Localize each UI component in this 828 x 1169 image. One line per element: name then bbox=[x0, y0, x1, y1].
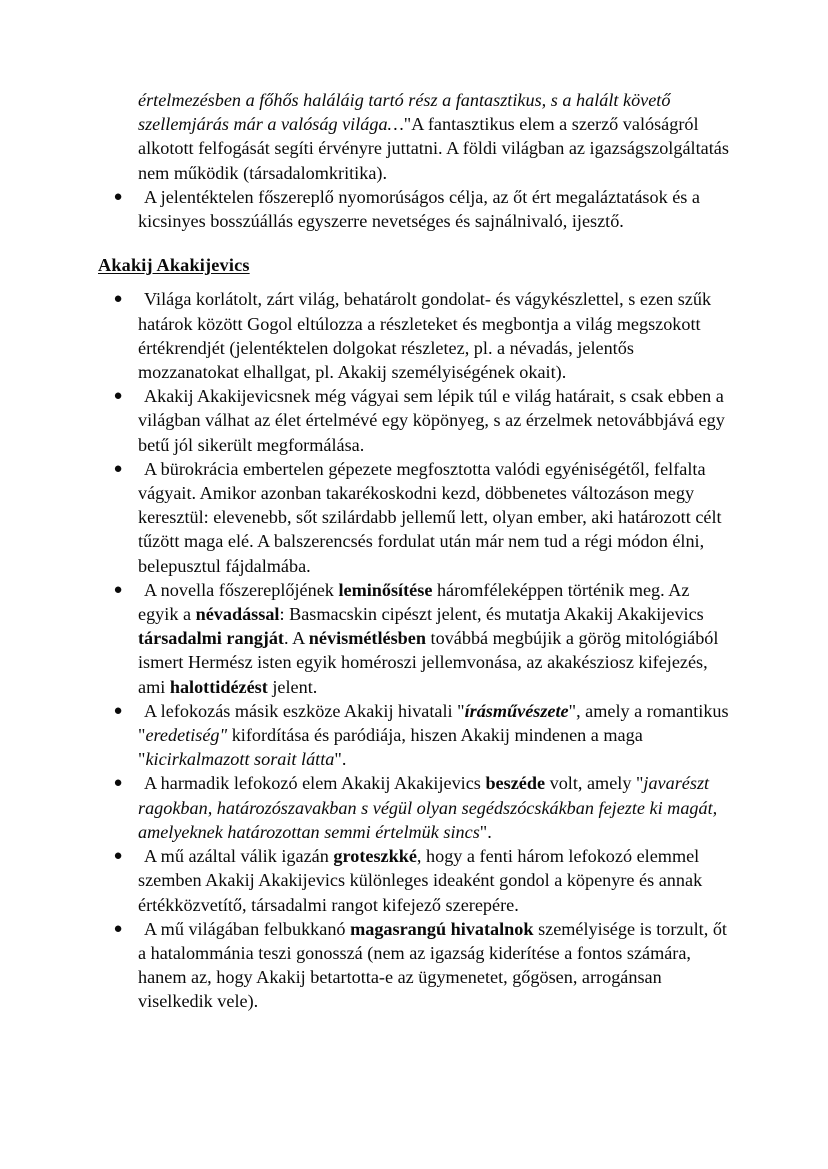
bullet-icon: ● bbox=[113, 388, 123, 405]
list-item-text bbox=[138, 771, 732, 844]
list-item bbox=[113, 457, 732, 578]
list-item-text bbox=[138, 578, 732, 699]
text-run: A mű azáltal válik igazán bbox=[144, 846, 334, 867]
bullet-icon: ● bbox=[113, 702, 123, 719]
list-item-text bbox=[138, 287, 732, 384]
text-run: magasrangú hivatalnok bbox=[350, 918, 534, 939]
text-run: személyisége is torzult, őt a hatalommánia teszi gonosszá (nem az igazság kiderítése a fontos számára, hanem az, hogy Akakij betartotta-e az ügymenetet, gőgösen, arrogánsan viselkedik vele). bbox=[138, 918, 727, 1012]
text-run: groteszkké bbox=[333, 846, 417, 867]
bullet-icon: ● bbox=[113, 848, 123, 865]
list-item bbox=[113, 578, 732, 699]
text-run: írásművészete bbox=[464, 700, 569, 721]
text-run: jelent. bbox=[267, 676, 318, 697]
list-item-text: A jelentéktelen főszereplő nyomorúságos célja, az őt ért megaláztatások és a kicsinyes bosszúállás egyszerre nevetséges és sajnálnivaló, ijesztő. bbox=[138, 186, 701, 232]
intro-bullet-list bbox=[98, 185, 732, 233]
text-run: ", amely a romantikus " bbox=[138, 700, 729, 746]
text-run: javarészt ragokban, határozószavakban s végül olyan segédszócskákban fejezte ki magát, amelyeknek határozottan semmi értelmük sincs bbox=[138, 773, 718, 842]
list-item-text bbox=[138, 917, 732, 1014]
list-item-text bbox=[138, 699, 732, 772]
list-item-text bbox=[138, 384, 732, 457]
text-run: , hogy a fenti három lefokozó elemmel szemben Akakij Akakijevics különleges ideaként gondol a köpenyre és annak értékközvetítő, társadalmi rangot kifejező szerepére. bbox=[138, 846, 703, 915]
list-item bbox=[113, 384, 732, 457]
text-run: A harmadik lefokozó elem Akakij Akakijevics bbox=[144, 773, 486, 794]
text-run: eredetiség" bbox=[145, 725, 228, 746]
text-run: névismétlésben bbox=[308, 628, 426, 649]
list-item bbox=[113, 844, 732, 917]
list-item-text bbox=[138, 844, 732, 917]
text-run: volt, amely " bbox=[545, 773, 644, 794]
page-title: Akakij Akakijevics bbox=[98, 255, 250, 276]
bullet-icon: ● bbox=[113, 188, 123, 205]
bullet-icon: ● bbox=[113, 581, 123, 598]
list-item bbox=[113, 917, 732, 1014]
text-run: társadalmi rangját bbox=[138, 628, 284, 649]
bullet-icon: ● bbox=[113, 291, 123, 308]
list-item bbox=[113, 287, 732, 384]
list-item bbox=[113, 699, 732, 772]
text-run: . A bbox=[284, 628, 309, 649]
text-run: beszéde bbox=[485, 773, 546, 794]
text-run: kifordítása és paródiája, hiszen Akakij mindenen a maga " bbox=[138, 725, 643, 770]
text-run: A mű világában felbukkanó bbox=[144, 918, 351, 939]
text-run: halottidézést bbox=[169, 676, 268, 697]
text-run: Világa korlátolt, zárt világ, behatárolt gondolat- és vágykészlettel, s ezen szűk határok között Gogol eltúlozza a részleteket és megbontja a világ megszokott értékrendjét (jelentéktelen dolgokat részletez, pl. a névadás, jelentős mozzanatokat elhallgat, pl. Akakij személyiségének okait). bbox=[138, 289, 712, 383]
text-run: továbbá megbújik a görög mitológiából ismert Hermész isten egyik homéroszi jellemvonása, az akakésziosz kifejezés, ami bbox=[138, 628, 719, 697]
intro-italic-lead: értelmezésben a főhős haláláig tartó rész a fantasztikus, s a halált követő szellemjárás már a valóság világa… bbox=[138, 90, 671, 135]
intro-paragraph bbox=[138, 88, 732, 185]
text-run: ". bbox=[479, 821, 492, 842]
intro-rest-text: A fantasztikus elem a szerző valóságról alkotott felfogását segíti érvényre juttatni. A földi világban az igazságszolgáltatás nem működik (társadalomkritika). bbox=[138, 114, 729, 183]
document-content bbox=[98, 88, 732, 1014]
text-run: ". bbox=[334, 749, 347, 770]
list-item bbox=[113, 771, 732, 844]
bullet-icon: ● bbox=[113, 920, 123, 937]
intro-closing-quote: " bbox=[403, 114, 412, 135]
text-run: A novella főszereplőjének bbox=[144, 579, 339, 600]
text-run: A lefokozás másik eszköze Akakij hivatali " bbox=[144, 700, 465, 721]
text-run: A bürokrácia embertelen gépezete megfosztotta valódi egyéniségétől, felfalta vágyait. Amikor azonban takarékoskodni kezd, döbbenetes változáson megy keresztül: elevenebb, sőt szilárdabb jellemű lett, olyan ember, aki határozott célt tűzött maga elé. A balszerencsés fordulat után már nem tud a régi módon élni, belepusztul fájdalmába. bbox=[138, 458, 722, 576]
text-run: kicirkalmazott sorait látta bbox=[145, 749, 335, 770]
list-item bbox=[113, 185, 732, 233]
bullet-icon: ● bbox=[113, 460, 123, 477]
text-run: háromféleképpen történik meg. Az egyik a bbox=[138, 579, 690, 625]
text-run: névadással bbox=[195, 604, 280, 625]
list-item-text bbox=[138, 457, 732, 578]
bullet-icon: ● bbox=[113, 775, 123, 792]
text-run: leminősítése bbox=[338, 579, 433, 600]
main-bullet-list bbox=[98, 287, 732, 1013]
text-run: Akakij Akakijevicsnek még vágyai sem lépik túl e világ határait, s csak ebben a világban válhat az élet értelmévé egy köpönyeg, s az érzelmek netovábbjává egy betű jól sikerült megformálása. bbox=[138, 386, 725, 455]
text-run: : Basmacskin cipészt jelent, és mutatja Akakij Akakijevics bbox=[279, 604, 704, 625]
